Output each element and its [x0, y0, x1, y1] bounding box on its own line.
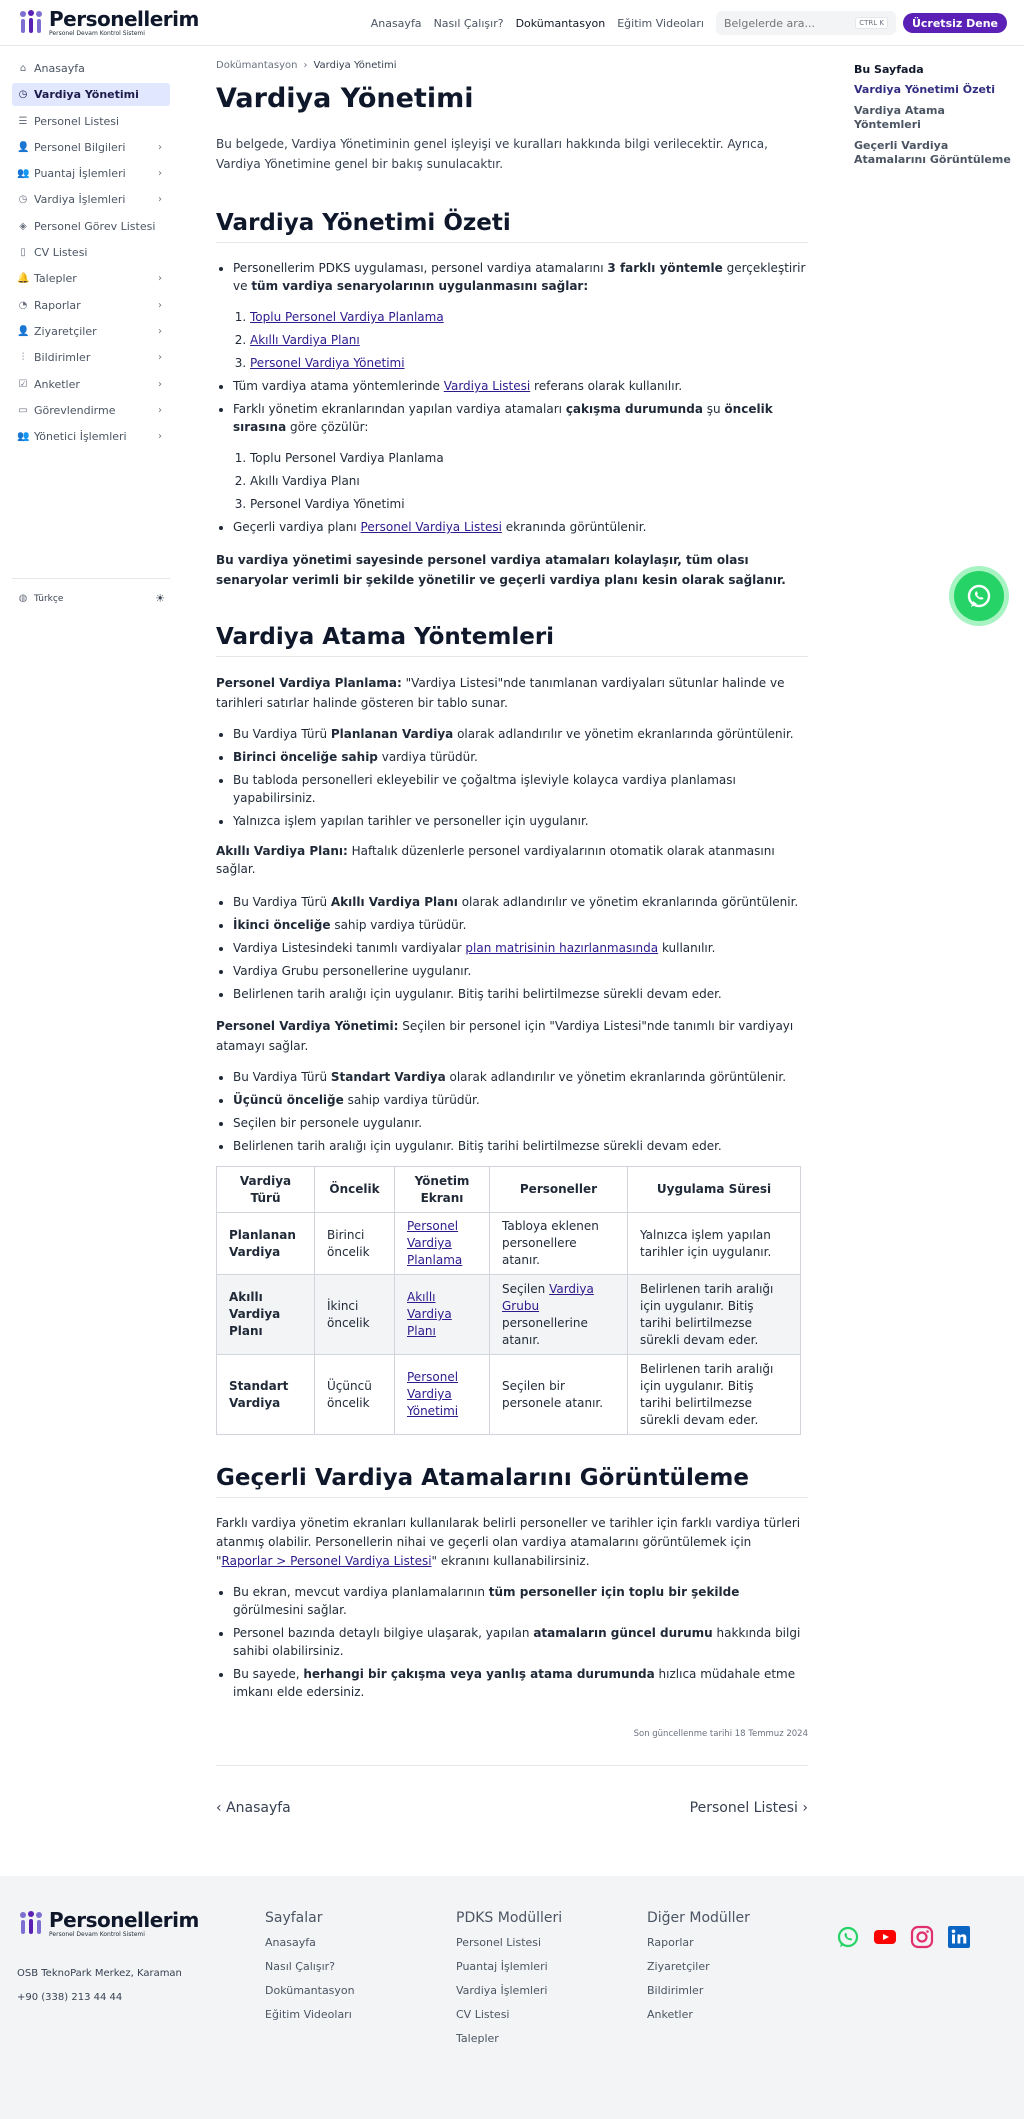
language-selector[interactable]: [12, 593, 170, 604]
list-item: • Farklı yönetim ekranlarından yapılan vardiya atamaları çakışma durumunda şu öncelik sırasına göre çözülür: 1. Toplu Personel Vardiya Planlama 2. Akıllı Vardiya Planı 3. Personel Vardiya Yönetimi: [233, 400, 808, 513]
message-icon: ▭: [18, 404, 28, 416]
toc-item-methods[interactable]: Vardiya Atama Yöntemleri: [854, 104, 945, 131]
sidebar-item-label: Bildirimler: [34, 351, 91, 365]
link-personnel-shift-list[interactable]: Personel Vardiya Listesi: [360, 520, 502, 534]
footer-link[interactable]: Nasıl Çalışır?: [265, 1960, 335, 1973]
sidebar-item-notifications[interactable]: [12, 346, 170, 369]
logo-name: Personellerim: [49, 1908, 199, 1932]
view-list: • Bu ekran, mevcut vardiya planlamalarının tüm personeller için toplu bir şekilde görülmesini sağlar. • Personel bazında detaylı bilgiye ulaşarak, yapılan atamaların güncel durumu hakkında bilgi sahibi olabilirsiniz. • Bu sayede, herhangi bir çakışma veya yanlış atama durumunda hızlıca müdahale etme imkanı elde edersiniz.: [216, 1583, 808, 1701]
prev-page-link[interactable]: ‹ Anasayfa: [216, 1800, 291, 1816]
clock-icon: ◷: [18, 89, 28, 101]
standard-shift-list: • Bu Vardiya Türü Standart Vardiya olarak adlandırılır ve yönetim ekranlarında görüntülenir. • Üçüncü önceliğe sahip vardiya türüdür. • Seçilen bir personele uygulanır. • Belirlenen tarih aralığı için uygulanır. Bitiş tarihi belirtilmezse sürekli devam eder.: [216, 1068, 808, 1155]
search-input[interactable]: [724, 17, 854, 30]
section-view-title: Geçerli Vardiya Atamalarını Görüntüleme: [216, 1465, 808, 1498]
whatsapp-float-button[interactable]: [954, 571, 1004, 621]
link-shift-group[interactable]: Vardiya Grubu: [502, 1281, 594, 1313]
sidebar-item-label: Vardiya Yönetimi: [34, 88, 139, 102]
footer-logo[interactable]: [17, 1910, 199, 1938]
table-link[interactable]: Akıllı Vardiya Planı: [407, 1290, 452, 1338]
chevron-right-icon: ›: [158, 404, 162, 416]
shift-types-table: [216, 1166, 801, 1435]
link-personnel-shift[interactable]: Personel Vardiya Yönetimi: [250, 356, 405, 370]
logo-subtitle: Personel Devam Kontrol Sistemi: [49, 29, 145, 37]
footer-link[interactable]: Ziyaretçiler: [647, 1960, 710, 1973]
theme-toggle-icon[interactable]: ☀: [155, 592, 165, 606]
summary-conclusion: Bu vardiya yönetimi sayesinde personel vardiya atamaları kolaylaşır, tüm olası senaryolar verimli bir şekilde yönetilir ve geçerli vardiya planı kesin olarak sağlanır.: [216, 553, 786, 587]
chevron-right-icon: ›: [303, 60, 308, 71]
chevron-right-icon: ›: [158, 194, 162, 206]
footer-link[interactable]: Puantaj İşlemleri: [456, 1960, 548, 1973]
link-smart-plan[interactable]: Akıllı Vardiya Planı: [250, 333, 360, 347]
free-trial-button[interactable]: Ücretsiz Dene: [903, 13, 1007, 33]
footer-col-title: Sayfalar: [265, 1910, 323, 1926]
sidebar-item-label: Vardiya İşlemleri: [34, 193, 126, 207]
home-icon: ⌂: [19, 63, 27, 74]
sliders-icon: ⫶: [21, 352, 25, 364]
footer-link[interactable]: Anasayfa: [265, 1936, 316, 1949]
footer-col-pages: [265, 1910, 355, 2032]
chevron-right-icon: ›: [158, 299, 162, 311]
chevron-right-icon: ›: [158, 378, 162, 390]
sidebar-item-label: Görevlendirme: [34, 403, 116, 417]
logo-mark-icon: [17, 9, 45, 37]
sidebar-item-surveys[interactable]: [12, 373, 170, 396]
site-logo[interactable]: [17, 6, 199, 37]
site-header: [0, 0, 1024, 46]
chevron-right-icon: ›: [158, 141, 162, 153]
footer-link[interactable]: Eğitim Videoları: [265, 2008, 352, 2021]
toc-item-summary[interactable]: Vardiya Yönetimi Özeti: [854, 83, 995, 96]
table-header: Personeller: [490, 1167, 628, 1213]
footer-link[interactable]: Vardiya İşlemleri: [456, 1984, 548, 1997]
smart-plan-list: • Bu Vardiya Türü Akıllı Vardiya Planı olarak adlandırılır ve yönetim ekranlarında görüntülenir. • İkinci önceliğe sahip vardiya türüdür. • Vardiya Listesindeki tanımlı vardiyalar plan matrisinin hazırlanmasında kullanılır. • Vardiya Grubu personellerine uygulanır. • Belirlenen tarih aralığı için uygulanır. Bitiş tarihi belirtilmezse sürekli devam eder.: [216, 893, 808, 1003]
section-methods-title: Vardiya Atama Yöntemleri: [216, 624, 808, 657]
chevron-right-icon: ›: [158, 352, 162, 364]
logo-mark-icon: [17, 1910, 45, 1938]
footer-col-title: Diğer Modüller: [647, 1910, 750, 1926]
nav-how-it-works[interactable]: Nasıl Çalışır?: [433, 16, 504, 30]
paragraph: Personel Vardiya Yönetimi: Seçilen bir personel için "Vardiya Listesi"nde tanımlı bir vardiyayı atamayı sağlar.: [216, 1019, 794, 1053]
table-row: Planlanan Vardiya Birinci öncelik Personel Vardiya Planlama Tabloya eklenen personellere atanır. Yalnızca işlem yapılan tarihler için uygulanır.: [217, 1213, 801, 1275]
footer-col-other: [647, 1910, 750, 2032]
list-item: • Personellerim PDKS uygulaması, personel vardiya atamalarını 3 farklı yöntemle gerçekleştirir ve tüm vardiya senaryolarının uygulanmasını sağlar: 1. Toplu Personel Vardiya Planlama 2. Akıllı Vardiya Planı 3. Personel Vardiya Yönetimi: [233, 259, 808, 372]
section-summary-title: Vardiya Yönetimi Özeti: [216, 210, 808, 243]
site-footer: [0, 1876, 1024, 2119]
whatsapp-icon[interactable]: [836, 1925, 860, 1949]
table-header: Uygulama Süresi: [628, 1167, 801, 1213]
sidebar-item-cv-list[interactable]: [12, 241, 170, 264]
nav-home[interactable]: Anasayfa: [370, 16, 422, 30]
logo-name: Personellerim: [49, 6, 199, 31]
instagram-icon[interactable]: [910, 1925, 934, 1949]
sidebar-item-label: Puantaj İşlemleri: [34, 167, 126, 181]
linkedin-icon[interactable]: [947, 1925, 971, 1949]
sidebar-item-label: Talepler: [34, 272, 77, 286]
breadcrumb-current: Vardiya Yönetimi: [313, 60, 397, 71]
logo-subtitle: Personel Devam Kontrol Sistemi: [49, 1931, 145, 1938]
footer-phone[interactable]: +90 (338) 213 44 44: [17, 1992, 123, 2003]
footer-link[interactable]: Anketler: [647, 2008, 693, 2021]
users-icon: 👥: [17, 431, 30, 443]
table-link[interactable]: Personel Vardiya Planlama: [407, 1219, 463, 1267]
next-page-link[interactable]: Personel Listesi ›: [689, 1800, 808, 1816]
sidebar-item-label: Personel Görev Listesi: [34, 219, 156, 233]
top-nav: [371, 0, 1007, 46]
sidebar-item-shift-ops[interactable]: [12, 188, 170, 211]
nav-videos[interactable]: Eğitim Videoları: [617, 16, 704, 30]
sidebar-item-label: Personel Listesi: [34, 114, 120, 128]
main-content: [216, 60, 808, 1816]
pie-chart-icon: ◔: [18, 299, 28, 311]
social-links: [836, 1925, 971, 1949]
link-bulk-planning[interactable]: Toplu Personel Vardiya Planlama: [250, 310, 444, 324]
sidebar-divider: [12, 578, 170, 579]
youtube-icon[interactable]: [873, 1925, 897, 1949]
bell-icon: 🔔: [17, 273, 30, 285]
priority-list: 1. Toplu Personel Vardiya Planlama 2. Akıllı Vardiya Planı 3. Personel Vardiya Yönetimi: [233, 449, 808, 513]
search-shortcut: CTRL K: [855, 17, 888, 29]
planned-shift-list: • Bu Vardiya Türü Planlanan Vardiya olarak adlandırılır ve yönetim ekranlarında görüntülenir. • Birinci önceliğe sahip vardiya türüdür. • Bu tabloda personelleri ekleyebilir ve çoğaltma işleviyle kolayca vardiya planlaması yapabilirsiniz. • Yalnızca işlem yapılan tarihler ve personeller için uygulanır.: [216, 725, 808, 830]
sidebar-item-assignments[interactable]: [12, 399, 170, 422]
table-header: Öncelik: [315, 1167, 395, 1213]
methods-list: [233, 308, 808, 372]
table-header: Yönetim Ekranı: [395, 1167, 490, 1213]
sidebar-item-label: Personel Bilgileri: [34, 140, 126, 154]
table-link[interactable]: Personel Vardiya Yönetimi: [407, 1370, 459, 1418]
sidebar-item-visitors[interactable]: [12, 320, 170, 343]
sidebar-item-label: Anasayfa: [34, 62, 85, 75]
paragraph: Farklı vardiya yönetim ekranları kullanılarak belirli personeller ve tarihler için farklı vardiya türleri atanmış olabilir. Personellerin nihai ve geçerli olan vardiya atamalarını görüntülemek için "Raporlar > Personel Vardiya Listesi" ekranını kullanabilirsiniz.: [216, 1516, 801, 1568]
table-row: Akıllı Vardiya Planı İkinci öncelik Akıllı Vardiya Planı Seçilen Vardiya Grubu personellerine atanır. Belirlenen tarih aralığı için uygulanır. Bitiş tarihi belirtilmezse sürekli devam eder.: [217, 1275, 801, 1355]
paragraph: Akıllı Vardiya Planı: Haftalık düzenlerle personel vardiyalarının otomatik olarak atanmasını sağlar.: [216, 844, 775, 876]
file-icon: ▯: [20, 247, 26, 259]
summary-list: [216, 259, 808, 536]
sidebar-item-label: Raporlar: [34, 298, 81, 312]
user-plus-icon: 👤: [17, 325, 30, 337]
toc-title: Bu Sayfada: [854, 63, 924, 76]
sidebar-item-label: CV Listesi: [34, 246, 88, 260]
sidebar-item-label: Yönetici İşlemleri: [34, 430, 127, 444]
sidebar-item-label: Ziyaretçiler: [34, 324, 97, 338]
footer-address: OSB TeknoPark Merkez, Karaman: [17, 1968, 182, 1979]
sidebar-item-admin[interactable]: [12, 425, 170, 448]
page-lead: Bu belgede, Vardiya Yönetiminin genel işleyişi ve kuralları hakkında bilgi verilecektir. Ayrıca, Vardiya Yönetimine genel bir bakış sunulacaktır.: [216, 137, 768, 171]
sidebar-item-personnel-info[interactable]: [12, 136, 170, 159]
sidebar-item-timesheet[interactable]: [12, 162, 170, 185]
sidebar-item-task-list[interactable]: [12, 215, 170, 238]
table-of-contents: [854, 63, 1014, 167]
footer-link[interactable]: Talepler: [456, 2032, 499, 2045]
chevron-right-icon: ›: [158, 273, 162, 285]
sidebar: [12, 57, 170, 604]
check-square-icon: ☑: [18, 378, 28, 390]
table-row: Standart Vardiya Üçüncü öncelik Personel Vardiya Yönetimi Seçilen bir personele atanır. Belirlenen tarih aralığı için uygulanır. Bitiş tarihi belirtilmezse sürekli devam eder.: [217, 1355, 801, 1435]
last-updated: Son güncellenme tarihi 18 Temmuz 2024: [633, 1729, 808, 1739]
toc-item-view[interactable]: Geçerli Vardiya Atamalarını Görüntüleme: [854, 139, 1011, 166]
user-edit-icon: 👤: [17, 141, 30, 153]
nav-docs[interactable]: Dokümantasyon: [515, 16, 606, 30]
sidebar-item-requests[interactable]: [12, 267, 170, 290]
paragraph: Personel Vardiya Planlama: "Vardiya Listesi"nde tanımlanan vardiyaları sütunlar halinde ve tarihleri satırlar halinde gösteren bir tablo sunar.: [216, 676, 785, 710]
language-label: Türkçe: [34, 593, 64, 604]
link-plan-matrix[interactable]: plan matrisinin hazırlanmasında: [465, 941, 659, 955]
footer-link[interactable]: Dokümantasyon: [265, 1984, 355, 1997]
sidebar-item-home[interactable]: [12, 57, 170, 80]
footer-link[interactable]: Raporlar: [647, 1936, 694, 1949]
footer-col-title: PDKS Modülleri: [456, 1910, 563, 1926]
link-reports-personnel-shift[interactable]: Raporlar > Personel Vardiya Listesi: [221, 1554, 432, 1568]
footer-link[interactable]: Personel Listesi: [456, 1936, 542, 1949]
chevron-right-icon: ›: [158, 168, 162, 180]
table-header: Vardiya Türü: [217, 1167, 315, 1213]
list-item: • Geçerli vardiya planı Personel Vardiya Listesi ekranında görüntülenir.: [233, 518, 808, 536]
chevron-right-icon: ›: [158, 431, 162, 443]
sidebar-item-label: Anketler: [34, 377, 80, 391]
breadcrumb-docs[interactable]: Dokümantasyon: [216, 60, 298, 71]
tag-icon: ◈: [19, 220, 27, 232]
breadcrumb: [216, 60, 808, 71]
list-icon: ☰: [18, 115, 28, 127]
sidebar-item-personnel-list[interactable]: [12, 110, 170, 133]
footer-col-pdks: [456, 1910, 562, 2056]
page-title: Vardiya Yönetimi: [216, 83, 474, 114]
chevron-right-icon: ›: [158, 325, 162, 337]
users-icon: 👥: [17, 168, 30, 180]
whatsapp-icon: [965, 582, 993, 610]
sidebar-item-reports[interactable]: [12, 294, 170, 317]
footer-link[interactable]: CV Listesi: [456, 2008, 510, 2021]
footer-link[interactable]: Bildirimler: [647, 1984, 704, 1997]
search-box[interactable]: [716, 11, 896, 35]
link-shift-list[interactable]: Vardiya Listesi: [443, 379, 531, 393]
sidebar-item-shift-management[interactable]: [12, 83, 170, 106]
pagination: [216, 1765, 808, 1816]
list-item: • Tüm vardiya atama yöntemlerinde Vardiya Listesi referans olarak kullanılır.: [233, 377, 808, 395]
clock-icon: ◷: [18, 194, 28, 206]
globe-icon: ◍: [18, 593, 28, 605]
